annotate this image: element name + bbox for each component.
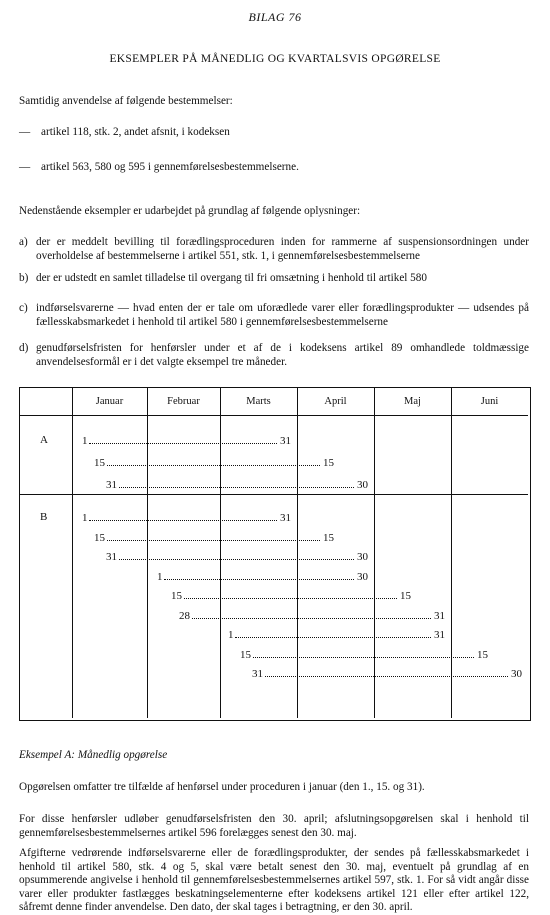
schedule-entry [252, 668, 522, 680]
intro-item-text: artikel 118, stk. 2, andet afsnit, i kodeksen [41, 126, 230, 138]
header-divider [20, 415, 528, 416]
entry-end-day: 31 [280, 512, 291, 524]
schedule-entry [171, 590, 411, 602]
dotted-leader [184, 598, 397, 599]
entry-start-day: 31 [252, 668, 263, 680]
dotted-leader [89, 520, 277, 521]
schedule-entry [94, 457, 334, 469]
dash-marker: — [19, 161, 31, 173]
annex-number: BILAG 76 [248, 10, 302, 24]
row-label-b: B [40, 511, 48, 523]
schedule-entry [157, 571, 368, 583]
example-paragraph: Afgifterne vedrørende indførselsvarerne eller de forædlingsprodukter, der sendes på fællesskabsmarkedet i henhold til artikel 580, stk. 4 og 5, skal være betalt senest den 30. maj, eventuelt på grundlag af en opsummerende angivelse i henhold til gennemførelsesbestemmelsernes artikel 597, stk. 1. For så vidt angår disse varer eller produkter fastlægges beskatningselementerne efter kodeksens artikel 121 eller efter artikel 122, såfremt denne finder anvendelse. Den dato, der skal tages i betragtning, er den 30. april. [19, 847, 529, 913]
entry-end-day: 31 [280, 435, 291, 447]
schedule-entry [240, 649, 488, 661]
schedule-table [19, 387, 531, 721]
condition-text: der er udstedt en samlet tilladelse til overgang til fri omsætning i henhold til artikel 580 [36, 272, 427, 284]
page-title: EKSEMPLER PÅ MÅNEDLIG OG KVARTALSVIS OPGØRELSE [109, 53, 441, 65]
list-marker: b) [19, 272, 29, 284]
schedule-entry [179, 610, 445, 622]
dotted-leader [265, 676, 508, 677]
intro-lead: Samtidig anvendelse af følgende bestemmelser: [19, 95, 233, 107]
schedule-entry [106, 479, 368, 491]
entry-end-day: 30 [357, 479, 368, 491]
entry-end-day: 31 [434, 609, 445, 622]
entry-end-day: 31 [434, 629, 445, 641]
entry-end-day: 15 [477, 648, 488, 661]
entry-start-day: 28 [179, 609, 190, 622]
month-header: Marts [246, 396, 271, 407]
month-header: April [324, 396, 347, 407]
entry-end-day: 30 [357, 551, 368, 563]
dotted-leader [89, 443, 277, 444]
month-header: Februar [167, 396, 200, 407]
dash-marker: — [19, 126, 31, 138]
section-divider [20, 494, 528, 495]
list-marker: d) [19, 342, 29, 354]
month-header: Januar [95, 396, 124, 407]
intro-item-text: artikel 563, 580 og 595 i gennemførelsesbestemmelserne. [41, 161, 299, 173]
entry-start-day: 15 [94, 531, 105, 544]
dotted-leader [107, 465, 320, 466]
conditions-lead: Nedenstående eksempler er udarbejdet på grundlag af følgende oplysninger: [19, 205, 361, 217]
schedule-entry [82, 435, 291, 447]
schedule-entry [106, 551, 368, 563]
example-heading: Eksempel A: Månedlig opgørelse [19, 749, 168, 761]
entry-start-day: 15 [171, 590, 182, 602]
entry-start-day: 1 [82, 435, 88, 447]
example-paragraph: Opgørelsen omfatter tre tilfælde af henførsel under proceduren i januar (den 1., 15. og 31). [19, 781, 425, 793]
entry-start-day: 15 [94, 457, 105, 469]
column-divider [72, 388, 73, 718]
condition-text: indførselsvarerne — hvad enten der er tale om uforædlede varer eller forædlingsprodukter — udsendes på fællesskabsmarkedet i henhold til artikel 580 i gennemførelsesbestemmelserne [36, 302, 529, 328]
list-marker: a) [19, 236, 28, 248]
entry-end-day: 30 [511, 668, 522, 680]
dotted-leader [119, 559, 354, 560]
entry-start-day: 31 [106, 551, 117, 563]
month-header: Juni [480, 396, 499, 407]
schedule-entry [228, 629, 445, 641]
condition-text: genudførselsfristen for henførsler under et af de i kodeksens artikel 89 omhandlede toldmæssige anvendelsesformål er i det valgte eksempel tre måneder. [36, 342, 529, 368]
entry-end-day: 15 [400, 590, 411, 602]
dotted-leader [253, 657, 474, 658]
entry-end-day: 15 [323, 457, 334, 469]
row-label-a: A [40, 434, 48, 446]
entry-end-day: 30 [357, 570, 368, 583]
dotted-leader [235, 637, 431, 638]
example-paragraph: For disse henførsler udløber genudførselsfristen den 30. april; afslutningsopgørelsen skal i henhold til gennemførelsesbestemmelsernes artikel 596 forelægges senest den 30. maj. [19, 813, 529, 839]
entry-start-day: 15 [240, 648, 251, 661]
entry-start-day: 1 [82, 512, 88, 524]
dotted-leader [192, 618, 431, 619]
dotted-leader [164, 579, 354, 580]
schedule-entry [94, 532, 334, 544]
condition-text: der er meddelt bevilling til forædlingsproceduren inden for rammerne af suspensionsordningen under overholdelse af bestemmelserne i artikel 551, stk. 1, i gennemførelsesbestemmelserne [36, 236, 529, 262]
dotted-leader [119, 487, 354, 488]
entry-start-day: 1 [228, 629, 234, 641]
month-header: Maj [404, 396, 421, 407]
entry-end-day: 15 [323, 531, 334, 544]
list-marker: c) [19, 302, 28, 314]
dotted-leader [107, 540, 320, 541]
schedule-entry [82, 512, 291, 524]
entry-start-day: 1 [157, 570, 163, 583]
entry-start-day: 31 [106, 479, 117, 491]
